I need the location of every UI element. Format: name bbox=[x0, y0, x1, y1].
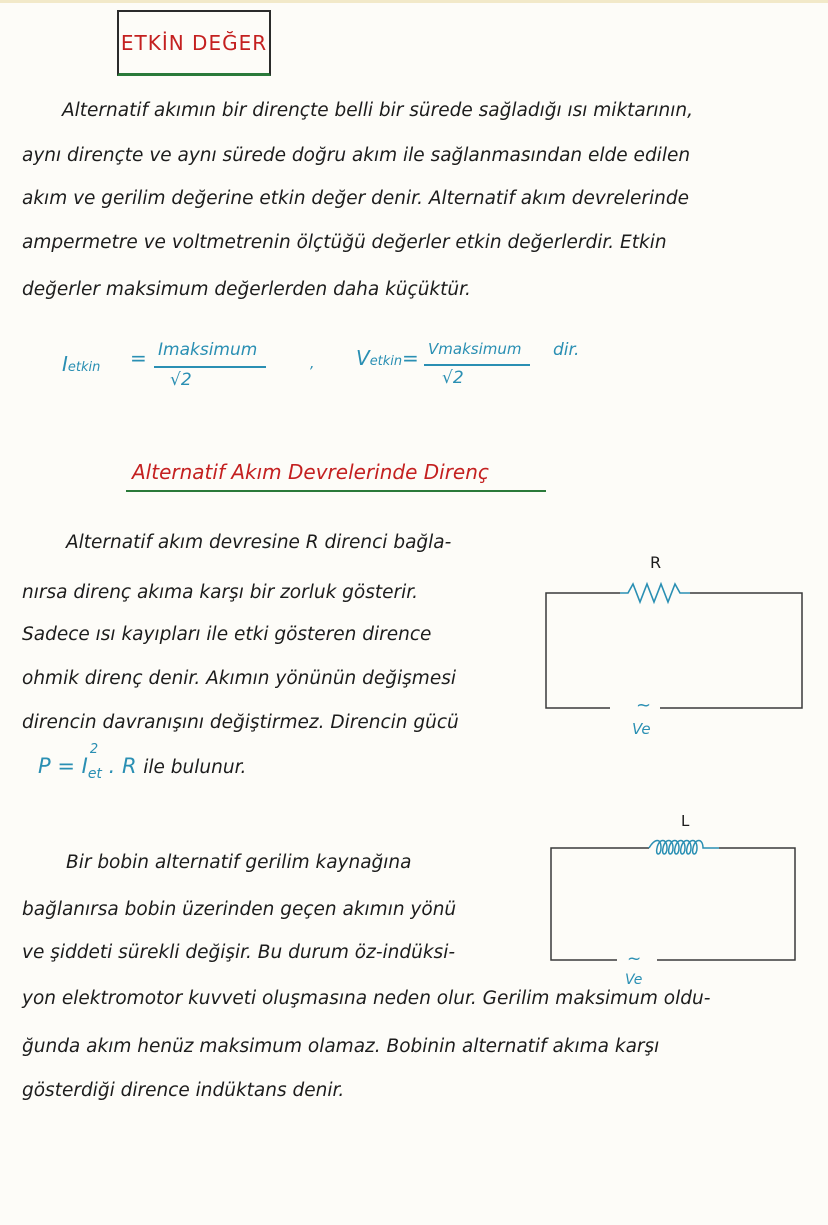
intro-line-5: değerler maksimum değerlerden daha küçüktür. bbox=[22, 279, 471, 300]
page-top-edge bbox=[0, 0, 828, 3]
intro-line-1: Alternatif akımın bir dirençte belli bir sürede sağladığı ısı miktarının, bbox=[62, 100, 693, 121]
intro-line-2: aynı dirençte ve aynı sürede doğru akım ile sağlanmasından elde edilen bbox=[22, 145, 691, 166]
resistor-line-2: nırsa direnç akıma karşı bir zorluk gösterir. bbox=[22, 582, 419, 603]
formula2-equals: = bbox=[402, 346, 419, 370]
power-formula: P = I 2 $_{et}$ . R ile bulunur. bbox=[38, 742, 247, 783]
resistor-line-3: Sadece ısı kayıpları ile etki gösteren dirence bbox=[22, 624, 432, 645]
coil-line-4: yon elektromotor kuvveti oluşmasına neden olur. Gerilim maksimum oldu- bbox=[22, 988, 711, 1009]
formula2-denominator: √2 bbox=[442, 368, 464, 388]
page-title: ETKİN DEĞER bbox=[120, 30, 268, 55]
circuit2-source-label: Ve bbox=[625, 972, 643, 988]
formula-suffix: dir. bbox=[553, 340, 580, 360]
formula1-fraction-bar bbox=[154, 366, 266, 368]
circuit1-source-gap bbox=[610, 701, 660, 715]
resistor-line-4: ohmik direnç denir. Akımın yönünün değişmesi bbox=[22, 668, 456, 689]
coil-line-2: bağlanırsa bobin üzerinden geçen akımın yönü bbox=[22, 899, 457, 920]
coil-line-6: gösterdiği dirence indüktans denir. bbox=[22, 1080, 345, 1101]
resistor-circuit-svg bbox=[540, 548, 810, 748]
resistor-circuit bbox=[540, 548, 810, 748]
formula-separator: , bbox=[310, 356, 315, 372]
formula2-fraction-bar bbox=[424, 364, 530, 366]
coil-line-3: ve şiddeti sürekli değişir. Bu durum öz-indüksi- bbox=[22, 942, 456, 963]
formula1-equals: = bbox=[130, 346, 147, 370]
title-box bbox=[117, 10, 271, 76]
circuit1-wire bbox=[546, 593, 802, 708]
resistor-line-5: direncin davranışını değiştirmez. Direncin gücü bbox=[22, 712, 459, 733]
formula1-numerator: Imaksimum bbox=[158, 340, 258, 360]
coil-line-1: Bir bobin alternatif gerilim kaynağına bbox=[66, 852, 412, 873]
coil-circuit-svg bbox=[545, 808, 805, 988]
formula1-lhs: Ietkin bbox=[62, 352, 101, 376]
coil-circuit bbox=[545, 808, 805, 988]
formula2-lhs: Vetkin bbox=[356, 346, 403, 370]
resistor-label: R bbox=[650, 553, 662, 572]
intro-line-3: akım ve gerilim değerine etkin değer denir. Alternatif akım devrelerinde bbox=[22, 188, 689, 209]
circuit1-source-label: Ve bbox=[632, 720, 651, 738]
heading-underline bbox=[126, 490, 546, 492]
coil-line-5: ğunda akım henüz maksimum olamaz. Bobinin alternatif akıma karşı bbox=[22, 1036, 660, 1057]
circuit1-source-symbol: ~ bbox=[636, 695, 652, 716]
circuit2-source-symbol: ~ bbox=[627, 949, 642, 969]
intro-line-4: ampermetre ve voltmetrenin ölçtüğü değerler etkin değerlerdir. Etkin bbox=[22, 232, 667, 253]
section-heading: Alternatif Akım Devrelerinde Direnç bbox=[132, 460, 489, 484]
formula2-numerator: Vmaksimum bbox=[428, 340, 522, 358]
resistor-line-1: Alternatif akım devresine R direnci bağla- bbox=[66, 532, 452, 553]
circuit2-wire bbox=[551, 848, 795, 960]
coil-label: L bbox=[681, 812, 690, 830]
formula1-denominator: √2 bbox=[170, 370, 192, 390]
